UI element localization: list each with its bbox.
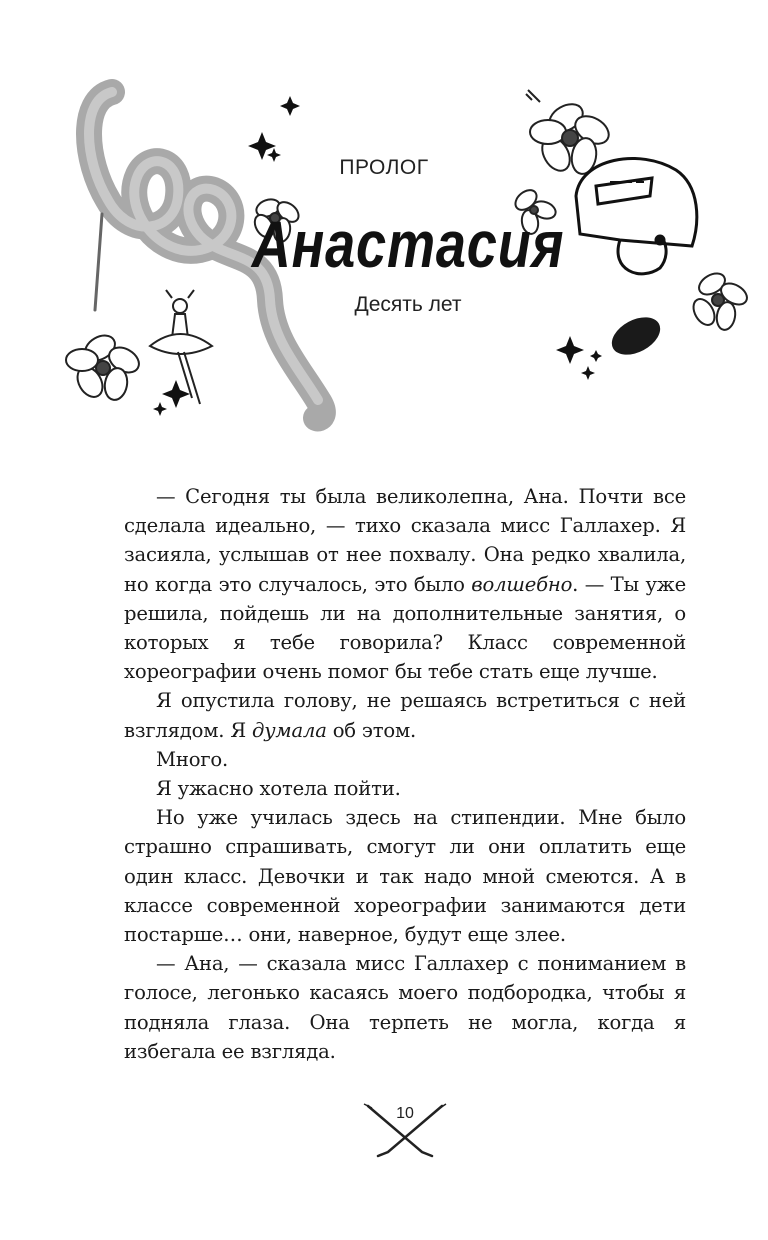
page-number: 10 <box>396 1105 414 1122</box>
chapter-title: Анастасия <box>251 207 565 281</box>
hockey-puck-icon <box>606 310 667 363</box>
paragraph: Много. <box>156 747 229 771</box>
chapter-subtitle: Десять лет <box>354 293 462 316</box>
flower-left-icon <box>66 330 143 401</box>
paragraph: Но уже училась здесь на стипендии. Мне было страшно спрашивать, смогут ли они оплатить еще один класс. Девочки и так надо мной смеются. А в классе современной хореографии занимаются дети постарше… они, наверное, будут еще злее. <box>124 806 686 947</box>
paragraph: Я ужасно хотела пойти. <box>156 777 401 801</box>
paragraph-text: . — Ты уже решила, пойдешь ли на дополнительные занятия, о которых я тебе говорила? Класс современной хореографии очень помог бы тебе стать еще лучше. <box>124 572 687 684</box>
paragraph <box>124 482 686 686</box>
emphasis: волшебно <box>471 572 573 596</box>
body-text <box>124 482 686 1066</box>
paragraph-text: — Сегодня ты была великолепна, Ана. Почти все сделала идеально, — тихо сказала мисс Галлахер. Я засияла, услышав от нее похвалу. Она редко хвалила, но когда это случалось, это было <box>124 485 686 596</box>
chapter-kicker: ПРОЛОГ <box>339 156 429 179</box>
paragraph-text: об этом. <box>326 718 417 742</box>
emphasis: думала <box>252 718 327 742</box>
paragraph: — Ана, — сказала мисс Галлахер с пониманием в голосе, легонько касаясь моего подбородка, чтобы я подняла глаза. Она терпеть не могла, когда я избегала ее взгляда. <box>124 952 686 1063</box>
paragraph-text: Я опустила голову, не решаясь встретиться с ней взглядом. Я <box>124 689 686 742</box>
paragraph <box>124 686 686 744</box>
